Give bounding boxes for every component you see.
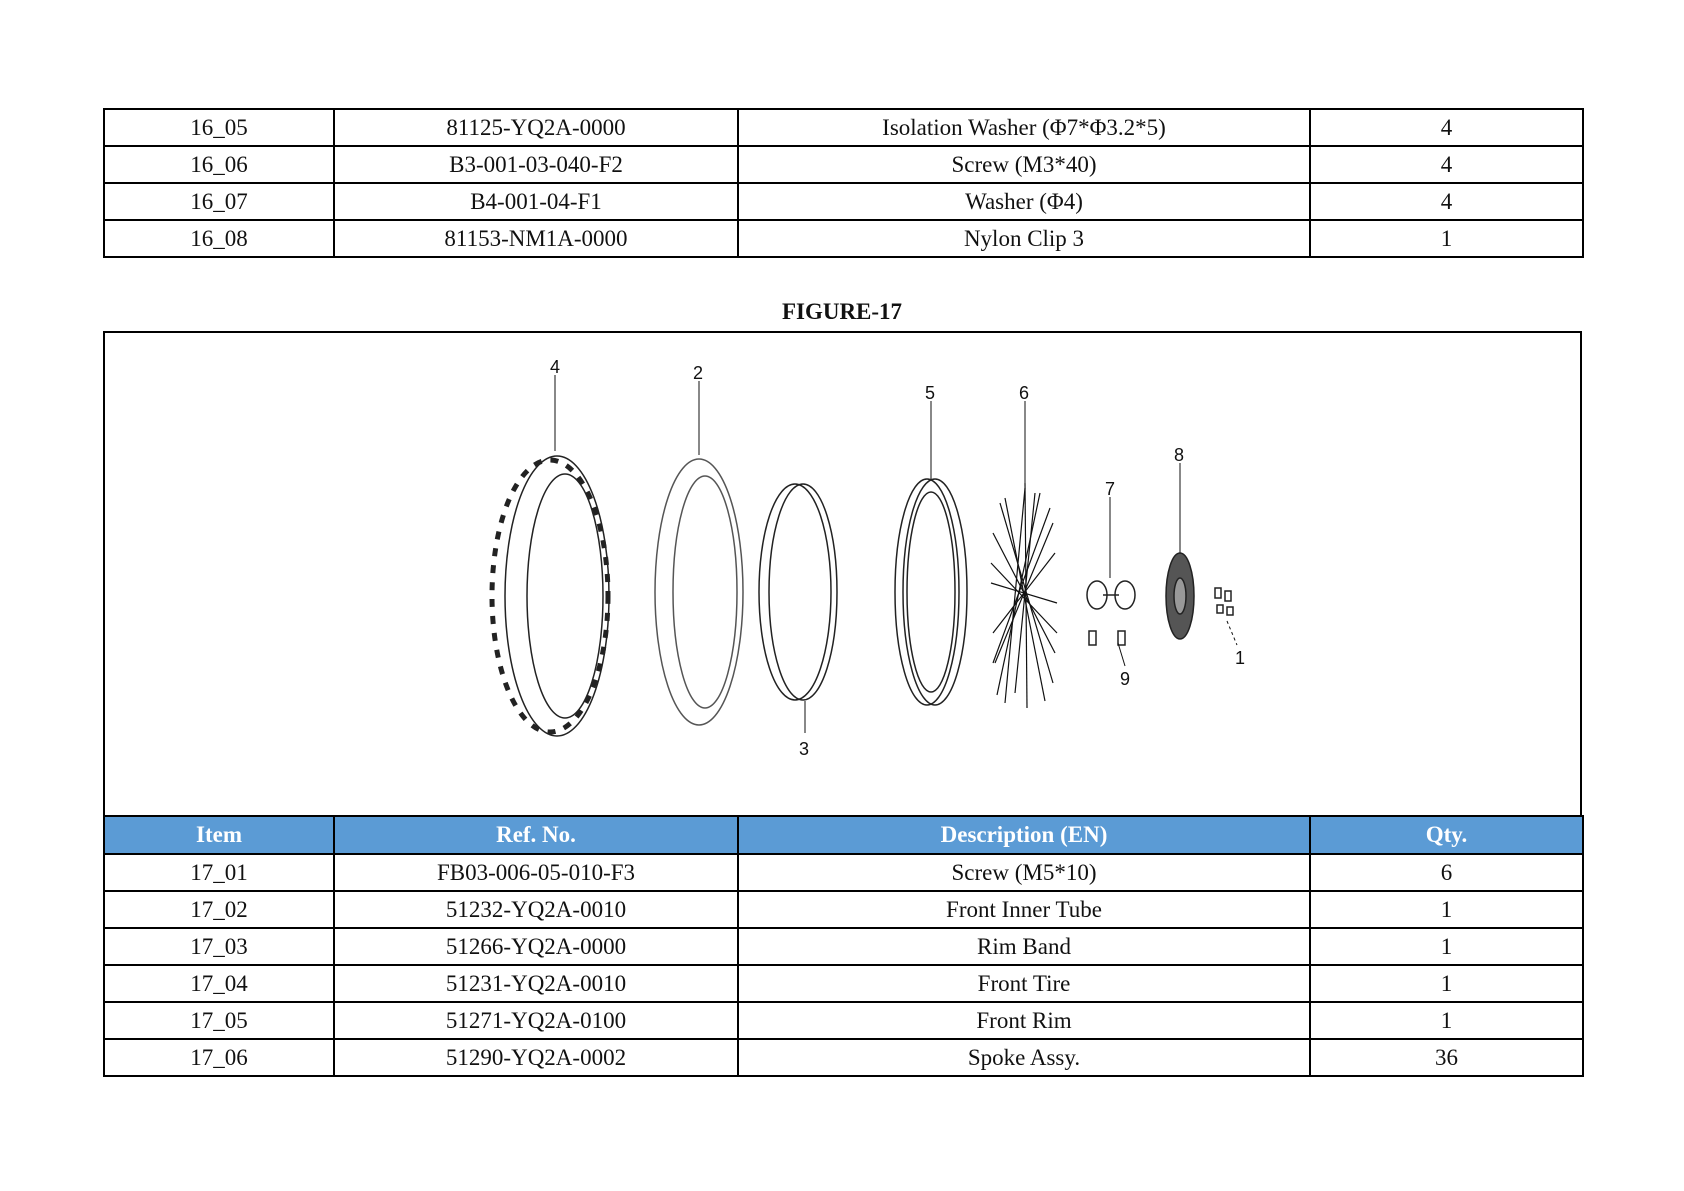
ref-no-cell: B3-001-03-040-F2 [334,146,738,183]
ref-no-cell: 51271-YQ2A-0100 [334,1002,738,1039]
ref-no-cell: 81153-NM1A-0000 [334,220,738,257]
qty-cell: 1 [1310,965,1583,1002]
ref-no-cell: 51266-YQ2A-0000 [334,928,738,965]
figure-title: FIGURE-17 [781,299,903,324]
spokes-drawing [991,483,1057,708]
screws-drawing [1215,588,1233,615]
column-header-ref-no: Ref. No. [334,816,738,854]
item-cell: 17_04 [104,965,334,1002]
column-header-qty: Qty. [1310,816,1583,854]
parts-table-figure-16 [103,108,1584,258]
description-cell: Rim Band [738,928,1310,965]
item-cell: 16_08 [104,220,334,257]
callout-3: 3 [799,739,810,759]
parts-table-figure-17 [103,815,1584,1077]
table-row [104,183,1583,220]
description-cell: Front Rim [738,1002,1310,1039]
column-header-description: Description (EN) [738,816,1310,854]
ref-no-cell: 51232-YQ2A-0010 [334,891,738,928]
table-row [104,1039,1583,1076]
rim-band-drawing [759,484,837,700]
description-cell: Nylon Clip 3 [738,220,1310,257]
item-cell: 17_02 [104,891,334,928]
table-row [104,928,1583,965]
qty-cell: 4 [1310,146,1583,183]
table-header-row [104,816,1583,854]
qty-cell: 1 [1310,928,1583,965]
wheel-exploded-view [105,333,1580,817]
ref-no-cell: 81125-YQ2A-0000 [334,109,738,146]
description-cell: Washer (Φ4) [738,183,1310,220]
description-cell: Front Tire [738,965,1310,1002]
description-cell: Spoke Assy. [738,1039,1310,1076]
qty-cell: 1 [1310,1002,1583,1039]
table-row [104,1002,1583,1039]
rim-drawing [895,479,967,705]
qty-cell: 36 [1310,1039,1583,1076]
qty-cell: 1 [1310,891,1583,928]
description-cell: Screw (M3*40) [738,146,1310,183]
qty-cell: 1 [1310,220,1583,257]
callout-7: 7 [1105,479,1116,499]
brake-disc-drawing [1166,553,1194,639]
callout-5: 5 [925,383,936,403]
inner-tube-drawing [655,459,743,725]
table-row [104,109,1583,146]
callout-6: 6 [1019,383,1030,403]
qty-cell: 4 [1310,183,1583,220]
hub-drawing [1087,581,1135,645]
description-cell: Screw (M5*10) [738,854,1310,891]
description-cell: Front Inner Tube [738,891,1310,928]
callout-9: 9 [1120,669,1131,689]
item-cell: 17_06 [104,1039,334,1076]
description-cell: Isolation Washer (Φ7*Φ3.2*5) [738,109,1310,146]
callout-2: 2 [693,363,704,383]
table-row [104,965,1583,1002]
item-cell: 17_01 [104,854,334,891]
ref-no-cell: 51231-YQ2A-0010 [334,965,738,1002]
exploded-diagram [103,331,1582,817]
table-row [104,220,1583,257]
item-cell: 17_03 [104,928,334,965]
front-tire-drawing [492,456,609,736]
callout-4: 4 [550,357,561,377]
ref-no-cell: B4-001-04-F1 [334,183,738,220]
qty-cell: 4 [1310,109,1583,146]
table-row [104,854,1583,891]
ref-no-cell: FB03-006-05-010-F3 [334,854,738,891]
table-row [104,891,1583,928]
item-cell: 16_06 [104,146,334,183]
ref-no-cell: 51290-YQ2A-0002 [334,1039,738,1076]
item-cell: 17_05 [104,1002,334,1039]
column-header-item: Item [104,816,334,854]
callout-8: 8 [1174,445,1185,465]
item-cell: 16_05 [104,109,334,146]
table-row [104,146,1583,183]
qty-cell: 6 [1310,854,1583,891]
item-cell: 16_07 [104,183,334,220]
callout-1: 1 [1235,648,1246,668]
